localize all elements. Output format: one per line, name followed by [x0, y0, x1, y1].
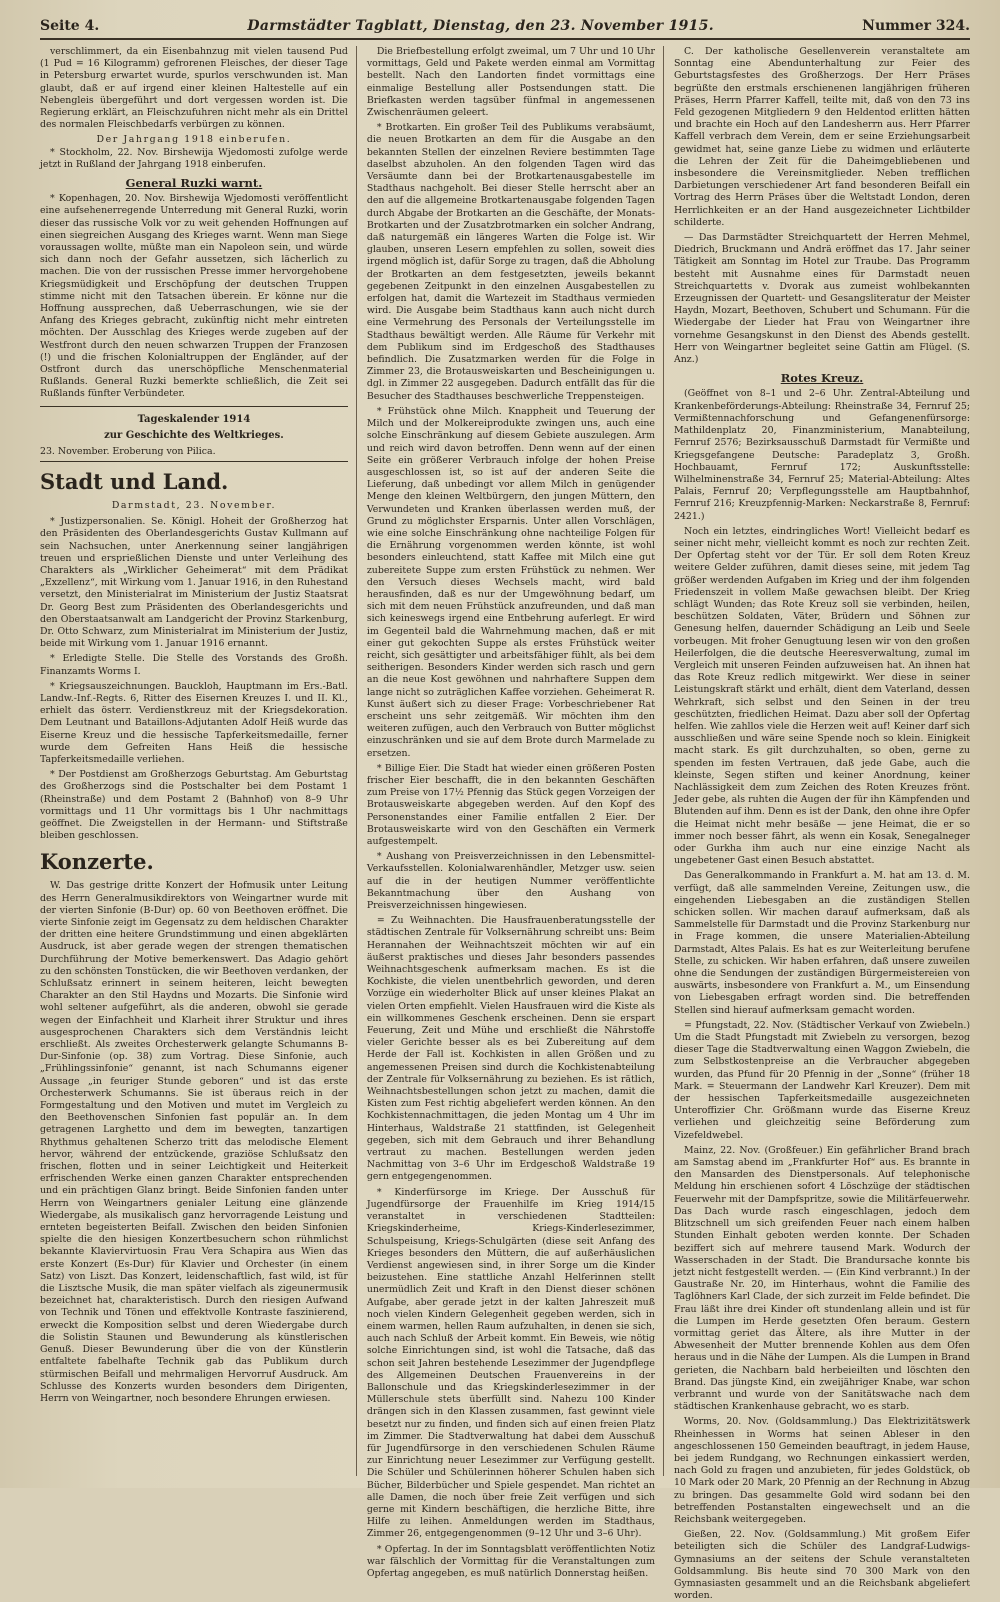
- article-paragraph: Das Generalkommando in Frankfurt a. M. hat am 13. d. M. verfügt, daß alle sammelnden Vereine, Zeitungen usw., die eingehenden Liebesgaben an die zuständigen Stellen schicken sollen. Wir machen darauf aufmerksam, daß als Sammelstelle für Darmstadt und die Provinz Starkenburg nur in Frage kommen, die unsere Materialien-Abteilung Darmstadt, Altes Palais. Es hat es zur Weiterleitung berufene Stelle, zu schicken. Wir haben erfahren, daß unsere zuweilen ohne die Sendungen der zuständigen Bürgermeistereien von auswärts, insbesondere von Frankfurt a. M., um Einsendung von Liebesgaben erfragt worden sind. Die betreffenden Stellen sind hierauf aufmerksam gemacht worden.: [673, 870, 970, 1016]
- article-paragraph: * Kopenhagen, 20. Nov. Birshewija Wjedomosti veröffentlicht eine aufsehenerregende Unterredung mit General Ruzki, worin dieser das russische Volk vor zu weit gehenden Hoffnungen auf einen siegreichen Ausgang des Krieges warnt. Wenn man Siege voraussagen wollte, müßte man ein Napoleon sein, und würde sich dann noch der Gefahr aussetzen, sich lächerlich zu machen. Die von der russischen Presse immer hervorgehobene Kriegsmüdigkeit und Erschöpfung der deutschen Truppen stimme nicht mit den Tatsachen überein. Er könne nur die Hoffnung aussprechen, daß Ueberraschungen, wie sie der Anfang des Krieges gebracht, zukünftig nicht mehr eintreten möchten. Der Ausschlag des Krieges werde zugeben auf der Westfront durch den neuen schwarzen Truppen der Franzosen (!) und die frischen Kolonialtruppen der Engländer, auf der Ostfront durch das unerschöpfliche Menschenmaterial Rußlands. General Ruzki bemerkte schließlich, die Zeit sei Rußlands fünfter Verbündeter.: [40, 193, 348, 400]
- article-paragraph: * Kinderfürsorge im Kriege. Der Ausschuß für Jugendfürsorge der Frauenhilfe im Krieg 1914/15 veranstaltet in verschiedenen Stadtteilen: Kriegskinderheime, Kriegs-Kinderlesezimmer, Schulspeisung, Kriegs-Schulgärten (diese seit Anfang des Krieges besonders den Müttern, die auf außerhäuslichen Verdienst angewiesen sind, in ihrer Sorge um die Kinder beizustehen. Eine stattliche Anzahl Helferinnen stellt unermüdlich Zeit und Kraft in den Dienst dieser schönen Aufgabe, aber gerade jetzt in der kalten Jahreszeit muß noch vielen Kindern Gelegenheit gegeben werden, sich in einem warmen, hellen Raum aufzuhalten, in denen sie sich, auch nach Schluß der Arbeit kommt. Ein Beweis, wie nötig solche Einrichtungen sind, ist wohl die Tatsache, daß das schon seit Jahren bestehende Lesezimmer der Jugendpflege des Allgemeinen Deutschen Frauenvereins in der Ballonschule und das Kriegskinderlesezimmer in der Müllerschule stets überfüllt sind. Nahezu 100 Kinder drängen sich in den Klassen zusammen, fast gewinnt viele besetzt nur zu finden, und finden sich auf einen freien Platz im Zimmer. Die Stadtverwaltung hat dabei dem Ausschuß für Jugendfürsorge in den verschiedenen Schulen Räume zur Einrichtung neuer Lesezimmer zur Verfügung gestellt. Die Schüler und Schülerinnen höherer Schulen haben sich Bücher, Bilderbücher und Spiele gespendet. Man richtet an alle Damen, die noch über freie Zeit verfügen und sich gerne mit Kindern beschäftigen, die herzliche Bitte, ihre Hilfe zu leihen. Anmeldungen werden im Stadthaus, Zimmer 26, entgegengenommen (9–12 Uhr und 3–6 Uhr).: [366, 1186, 655, 1540]
- headline-ruzki: General Ruzki warnt.: [125, 176, 263, 191]
- article-paragraph: * Billige Eier. Die Stadt hat wieder einen größeren Posten frischer Eier beschafft, die in den bekannten Geschäften zum Preise von 17½ Pfennig das Stück gegen Vorzeigen der Brotausweiskarte abgegeben werden. Auf den Kopf des Personenstandes einer Familie entfallen 2 Eier. Der Brotausweiskarte wird von den Geschäften ein Vermerk aufgestempelt.: [366, 762, 655, 847]
- calendar-entry: 23. November. Eroberung von Pilica.: [40, 445, 216, 457]
- article-paragraph: C. Der katholische Gesellenverein veranstaltete am Sonntag eine Abendunterhaltung zur Feier des Geburtstagsfestes des Großherzogs. Der Herr Präses begrüßte den erstmals erschienenen langjährigen früheren Präses, Herrn Pfarrer Kaffell, teilte mit, daß von den 73 ins Feld gezogenen Mitgliedern 9 den Heldentod erlitten hätten und brachte ein Hoch auf den Landesherrn aus. Herr Pfarrer Kaffell verbrach dem Verein, dem er seine Erziehungsarbeit gewidmet hat, seine ganze Liebe zu widmen und erläuterte die Lehren der Zeit für die Daheimgebliebenen und insbesondere die Vereinsmitglieder. Neben trefflichen Darbietungen verschiedener Art fand besonderen Beifall ein Vortrag des Herrn Präses über die Weltstadt London, deren Herrlichkeiten er an der Hand ausgezeichneter Lichtbilder schilderte.: [673, 46, 970, 228]
- column-middle: [366, 46, 664, 1579]
- article-paragraph: — Das Darmstädter Streichquartett der Herren Mehmel, Diedrich, Bruckmann und Andrä eröffnet das 17. Jahr seiner Tätigkeit am Sonntag im Hotel zur Traube. Das Programm besteht mit Ausnahme eines für Darmstadt neuen Streichquartetts v. Dvorak aus zumeist wohlbekannten Erzeugnissen der Quartett- und Gesangsliteratur der Meister Haydn, Mozart, Beethoven, Schubert und Schumann. Für die Wiedergabe der Lieder hat Frau von Weingartner ihre vornehme Gesangskunst in den Dienst des Abends gestellt. Herr von Weingartner begleitet seine Gattin am Flügel. (S. Anz.): [673, 232, 970, 366]
- article-paragraph: Noch ein letztes, eindringliches Wort! Vielleicht bedarf es seiner nicht mehr, vielleicht kommt es noch zur rechten Zeit. Der Opfertag steht vor der Tür. Er soll dem Roten Kreuz weitere Gelder zuführen, damit dieses seine, mit jedem Tag größer werdenden Aufgaben im Krieg und der ihm folgenden Friedenszeit in vollem Maße gewachsen bleibt. Der Krieg schlägt Wunden; das Rote Kreuz soll sie verbinden, heilen, beschützen Soldaten, Väter, Brüdern und Söhnen zur Genesung helfen, dauernder Schädigung an Leib und Seele vorbeugen. Mit froher Genugtuung lesen wir von den großen Heilerfolgen, die die deutsche Heeresverwaltung, zumal im Vergleich mit unseren Feinden aufzuweisen hat. An ihnen hat das Rote Kreuz redlich mitgewirkt. Wer diese in seiner Leistungskraft stärkt und erhält, dient dem Vaterland, dessen Wehrkraft, sich selbst und den Seinen in der treu geschützten, friedlichen Heimat. Dazu aber soll der Opfertag helfen. Wie zahllos viele die Herzen weit auf! Keiner darf sich ausschließen und wäre seine Spende noch so klein. Einigkeit macht stark. Es gilt durchzuhalten, so oben, gerne zu spenden im festen Vertrauen, daß jede Gabe, auch die kleinste, Segen stiften und keiner Anordnung, keiner Nachlässigkeit dem zum Zeichen des Roten Kreuzes frönt. Jeder gebe, als ruhten die Augen der für ihn Kämpfenden und Blutenden auf ihm. Denn es ist der Dank, den ohne ihre Opfer die Heimat nicht mehr besäße — jene Heimat, die er so immer noch besser fährt, als wenn ein Kosak, Senegalneger oder Gurkha ihm auch nur eine einzige Nacht als ungebetener Gast einen Besuch abstattet.: [673, 525, 970, 867]
- headline-rotes-kreuz: Rotes Kreuz.: [780, 371, 864, 386]
- column-right: [673, 46, 970, 1602]
- article-paragraph: * Frühstück ohne Milch. Knappheit und Teuerung der Milch und der Molkereiprodukte zwingen uns, auch eine solche Einschränkung auf diesem Gebiete auszulegen. Arm und reich wird davon betroffen. Denn wenn auf der einen Seite ein größerer Verbrauch infolge der hohen Preise ausgeschlossen ist, so ist auf der anderen Seite die Lieferung, daß unbedingt vor allem Milch in genügender Menge den kleinen Weltbürgern, den jungen Müttern, den Verwundeten und Kranken überlassen werden muß, der Grund zu möglichster Ersparnis. Unter allen Vorschlägen, wie eine solche Einschränkung ohne nachteilige Folgen für die Ernährung vorgenommen werden könnte, ist wohl besonders einleuchtend, statt Kaffee mit Milch eine gut zubereitete Suppe zum ersten Frühstück zu nehmen. Wer den Versuch dieses Wechsels macht, wird bald herausfinden, daß es nur der Umgewöhnung bedarf, um sich mit dem neuen Frühstück anzufreunden, und daß man sich keineswegs irgend eine Entbehrung auferlegt. Er wird im Gegenteil bald die Wahrnehmung machen, daß er mit einer gut gekochten Suppe als erstes Frühstück weiter reicht, sich gesättigter und arbeitsfähiger fühlt, als bei dem seitherigen. Besonders Kinder werden sich rasch und gern an die neue Kost gewöhnen und nahrhaftere Suppen dem lange nicht so zuträglichen Kaffee vorziehen. Geheimerat R. Kunst äußert sich zu dieser Frage: Vorbeschriebener Rat erscheint uns sehr zeitgemäß. Wir möchten ihm den weiteren zufügen, auch den Verbrauch von Butter möglichst einzuschränken und sie auf dem Brote durch Marmelade zu ersetzen.: [366, 405, 655, 759]
- article-paragraph: * Erledigte Stelle. Die Stelle des Vorstands des Großh. Finanzamts Worms I.: [40, 653, 348, 677]
- article-paragraph: (Geöffnet von 8–1 und 2–6 Uhr. Zentral-Abteilung und Krankenbeförderungs-Abteilung: Rheinstraße 34, Fernruf 25; Vermißtennachforschung und Gefangenenfürsorge: Mathildenplatz 20, Finanzministerium, Manabteilung, Fernruf 2576; Bezirksausschuß Darmstadt für Vermißte und Kriegsgefangene Deutsche: Paradeplatz 3, Großh. Hochbauamt, Fernruf 172; Auskunftsstelle: Wilhelminenstraße 34, Fernruf 25; Material-Abteilung: Altes Palais, Fernruf 20; Verpflegungsstelle am Hauptbahnhof, Fernruf 216; Kreuzpfennig-Marken: Neckarstraße 8, Fernruf: 2421.): [673, 388, 970, 522]
- columns: [40, 46, 970, 1602]
- dateline: Darmstadt, 23. November.: [111, 499, 277, 511]
- article-paragraph: verschlimmert, da ein Eisenbahnzug mit vielen tausend Pud (1 Pud = 16 Kilogramm) gefrorenen Fleisches, der dieser Tage in Petersburg erwartet wurde, spurlos verschwunden ist. Man glaubt, daß er auf irgend einer kleinen Haltestelle auf ein Nebengleis übergeführt und dort vergessen worden ist. Die Regierung erklärt, an Fleischzufuhren nicht mehr als ein Drittel des normalen Fleischbedarfs verbürgen zu können.: [40, 46, 348, 131]
- page-number: Seite 4.: [40, 18, 100, 34]
- article-paragraph: * Kriegsauszeichnungen. Bauckloh, Hauptmann im Ers.-Batl. Landw.-Inf.-Regts. 6, Ritter des Eisernen Kreuzes I. und II. Kl., erhielt das österr. Verdienstkreuz mit der Kriegsdekoration. Dem Leutnant und Bataillons-Adjutanten Adolf Heiß wurde das Eiserne Kreuz und die hessische Tapferkeitsmedaille, ferner wurde dem Gefreiten Hans Heiß die hessische Tapferkeitsmedaille verliehen.: [40, 680, 348, 765]
- article-paragraph: * Der Postdienst am Großherzogs Geburtstag. Am Geburtstag des Großherzogs sind die Postschalter bei dem Postamt 1 (Rheinstraße) und dem Postamt 2 (Bahnhof) von 8–9 Uhr vormittags und 11 Uhr vormittags bis 1 Uhr nachmittags geöffnet. Die Zweigstellen in der Hermann- und Stiftstraße bleiben geschlossen.: [40, 769, 348, 842]
- article-paragraph: = Pfungstadt, 22. Nov. (Städtischer Verkauf von Zwiebeln.) Um die Stadt Pfungstadt mit Zwiebeln zu versorgen, bezog dieser Tage die Stadtverwaltung einen Waggon Zwiebeln, die zum Selbstkostenpreise an die Verbraucher abgegeben wurden, das Pfund für 20 Pfennig in der „Sonne“ (früher 18 Mark. = Steuermann der Landwehr Karl Kreuzer). Dem mit der hessischen Tapferkeitsmedaille ausgezeichneten Unteroffizier Chr. Größmann wurde das Eiserne Kreuz verliehen und gleichzeitig seine Beförderung zum Vizefeldwebel.: [673, 1019, 970, 1141]
- page-header: [40, 18, 970, 40]
- calendar-title: Tageskalender 1914: [137, 413, 251, 425]
- calendar-box: [40, 406, 348, 462]
- section-title-konzerte: Konzerte.: [40, 849, 154, 875]
- article-paragraph: W. Das gestrige dritte Konzert der Hofmusik unter Leitung des Herrn Generalmusikdirektors von Weingartner wurde mit der vierten Sinfonie (B-Dur) op. 60 von Beethoven eröffnet. Die vierte Sinfonie zeigt im Gegensatz zu dem heldischen Charakter der dritten eine heitere Grundstimmung und einen abgeklärten Ausdruck, ist aber gerade wegen der strengen thematischen Durchführung der Motive bemerkenswert. Das Adagio gehört zu den schönsten Tonstücken, die wir Beethoven verdanken, der Schlußsatz erinnert in seinem heiteren, leicht bewegten Charakter an den Stil Haydns und Mozarts. Die Sinfonie wird wohl seltener aufgeführt, als die anderen, obwohl sie gerade wegen der Einfachheit und Klarheit ihrer Struktur und ihres ausgesprochenen Charakters sich dem Verständnis leicht erschließt. Als zweites Orchesterwerk gelangte Schumanns B-Dur-Sinfonie (op. 38) zum Vortrag. Diese Sinfonie, auch „Frühlingssinfonie“ genannt, ist nach Schumanns eigener Aussage „in feuriger Stunde geboren“ und ist das erste Orchesterwerk Schumanns. Sie ist überaus reich in der Formgestaltung und den Motiven und mutet im Vergleich zu den Beethovenschen Sinfonien fast populär an. In dem getragenen Larghetto und dem im bewegten, tanzartigen Rhythmus gehaltenen Scherzo tritt das melodische Element hervor, während der entzückende, graziöse Schlußsatz den frischen, flotten und in seiner Leichtigkeit und Heiterkeit erfrischenden Werke einen ganzen Charakter entsprechenden und ein prächtigen Glanz bringt. Beide Sinfonien fanden unter Herrn von Weingartners genialer Leitung eine glänzende Wiedergabe, als musikalisch ganz hervorragende Leistung und ernteten begeisterten Beifall. Zwischen den beiden Sinfonien spielte die den hiesigen Konzertbesuchern schon rühmlichst bekannte Klaviervirtuosin Frau Vera Schapira aus Wien das erste Konzert (Es-Dur) für Klavier und Orchester (in einem Satz) von Liszt. Das Konzert, leidenschaftlich, fast wild, ist für die Lisztsche Musik, die man später vielfach als zigeunermusik bezeichnet hat, charakteristisch. Durch den riesigen Aufwand von Technik und Tönen und effektvolle Kontraste faszinierend, erweckt die Komposition selbst und deren Wiedergabe durch die Solistin Staunen und Bewunderung als künstlerischen Genuß. Dieser Bewunderung über die von der Künstlerin entfaltete fabelhafte Technik gab das Publikum durch stürmischen Beifall und mehrmaligen Hervorruf Ausdruck. Am Schlusse des Konzerts wurden besonders dem Dirigenten, Herrn von Weingartner, noch besondere Ehrungen erwiesen.: [40, 880, 348, 1404]
- article-paragraph: Gießen, 22. Nov. (Goldsammlung.) Mit großem Eifer beteiligten sich die Schüler des Landgraf-Ludwigs-Gymnasiums an der seitens der Schule veranstalteten Goldsammlung. Bis heute sind 70 300 Mark von den Gymnasiasten gesammelt und an die Reichsbank abgeliefert worden.: [673, 1529, 970, 1602]
- issue-number: Nummer 324.: [862, 18, 970, 34]
- article-paragraph: * Justizpersonalien. Se. Königl. Hoheit der Großherzog hat den Präsidenten des Oberlandesgerichts Gustav Kullmann auf sein Nachsuchen, unter Anerkennung seiner langjährigen treuen und ersprießlichen Dienste und unter Verleihung des Charakters als „Wirklicher Geheimerat“ mit dem Prädikat „Exzellenz“, mit Wirkung vom 1. Januar 1916, in den Ruhestand versetzt, den Ministerialrat im Ministerium der Justiz Staatsrat Dr. Georg Best zum Präsidenten des Oberlandesgerichts und den Oberstaatsanwalt am Landgericht der Provinz Starkenburg, Dr. Otto Schwarz, zum Ministerialrat im Ministerium der Justiz, beide mit Wirkung vom 1. Januar 1916 ernannt.: [40, 516, 348, 650]
- calendar-subtitle: zur Geschichte des Weltkrieges.: [104, 429, 284, 441]
- subheading: Der Jahrgang 1918 einberufen.: [96, 134, 292, 146]
- article-paragraph: Worms, 20. Nov. (Goldsammlung.) Das Elektrizitätswerk Rheinhessen in Worms hat seinen Ableser in den angeschlossenen 150 Gemeinden beauftragt, in jedem Hause, bei jedem Rundgang, wo Rechnungen einkassiert werden, nach Gold zu fragen und anzubieten, für jedes Goldstück, ob 10 Mark oder 20 Mark, 20 Pfennig an der Rechnung in Abzug zu bringen. Das gesammelte Gold wird sodann bei den betreffenden Postanstalten eingewechselt und an die Reichsbank weitergegeben.: [673, 1416, 970, 1525]
- article-paragraph: * Stockholm, 22. Nov. Birshewija Wjedomosti zufolge werde jetzt in Rußland der Jahrgang 1918 einberufen.: [40, 146, 348, 170]
- article-paragraph: Mainz, 22. Nov. (Großfeuer.) Ein gefährlicher Brand brach am Samstag abend im „Frankfurter Hof“ aus. Es brannte in den Mansarden des Dienstpersonals. Auf telephonische Meldung hin erschienen sofort 4 Löschzüge der städtischen Feuerwehr mit der Dampfspritze, sowie die Militärfeuerwehr. Das Dach wurde rasch eingeschlagen, jedoch dem Blitzschnell um sich greifenden Feuer nach einem halben Stunden Einhalt geboten werden konnte. Der Schaden beziffert sich auf mehrere tausend Mark. Wodurch der Wasserschaden in der Stadt. Die Brandursache konnte bis jetzt nicht festgestellt werden. — (Ein Kind verbrannt.) In der Gaustraße Nr. 20, im Hinterhaus, wohnt die Familie des Taglöhners Karl Clade, der sich zurzeit im Felde befindet. Die Frau läßt ihre drei Kinder oft stundenlang allein und ist für die Lumpen im Herde gesetzten Ofen beraum. Gestern vormittag geriet das Ältere, als ihre Mutter in der Abwesenheit der Mutter brennende Kohlen aus dem Ofen heraus und in die Nähe der Lumpen. Als die Lumpen in Brand gerieten, die Nachbarn bald herbeieilten und löschten den Brand. Das jüngste Kind, ein zweijähriger Knabe, war schon verbrannt und wurde von der Sanitätswache nach dem städtischen Krankenhause gebracht, wo es starb.: [673, 1144, 970, 1413]
- article-paragraph: = Zu Weihnachten. Die Hausfrauenberatungsstelle der städtischen Zentrale für Volksernährung schreibt uns: Beim Herannahen der Weihnachtszeit möchten wir auf ein äußerst praktisches und dieses Jahr besonders passendes Weihnachtsgeschenk aufmerksam machen. Es ist die Kochkiste, die vielen unentbehrlich geworden, und deren Vorzüge ein wiederholter Blick auf unser kleines Plakat an vielen Orten empfiehlt. Vielen Hausfrauen wird die Kiste als ein willkommenes Geschenk erscheinen. Denn sie erspart Feuerung, Zeit und Mühe und erschließt die Nährstoffe vieler Gerichte besser als es bei Zubereitung auf dem Herde der Fall ist. Kochkisten in allen Größen und zu angemessenen Preisen sind durch die Kochkistenabteilung der Zentrale für Volksernährung zu beziehen. Es ist rätlich, Weihnachtsbestellungen schon jetzt zu machen, damit die Kisten zum Fest richtig abgeliefert werden können. An den Kochkistennachmittagen, die jeden Montag um 4 Uhr im Hinterhaus, Waldstraße 21 stattfinden, ist Gelegenheit gegeben, sich mit dem Gebrauch und ihrer Behandlung vertraut zu machen. Bestellungen werden jeden Nachmittag von 3–6 Uhr im Erdgeschoß Waldstraße 19 gern entgegengenommen.: [366, 915, 655, 1183]
- article-paragraph: * Brotkarten. Ein großer Teil des Publikums verabsäumt, die neuen Brotkarten an dem für die Ausgabe an den bekannten Stellen der einzelnen Reviere bestimmten Tage daselbst abzuholen. An den folgenden Tagen wird das Versäumte dann bei der Brotkartenausgabestelle im Stadthaus nachgeholt. Bei dieser Stelle herrscht aber an den auf die allgemeine Brotkartenausgabe folgenden Tagen durch Abgabe der Brotkarten an die Geschäfte, der Monats-Brotkarten und der Zusatzbrotmarken ein solcher Andrang, daß naturgemäß ein längeres Warten die Folge ist. Wir glauben, unseren Lesern empfehlen zu sollen, soweit dies irgend möglich ist, dafür Sorge zu tragen, daß die Abholung der Brotkarten an dem festgesetzten, jeweils bekannt gegebenen Zeitpunkt in den einzelnen Ausgabestellen zu erfolgen hat, damit die Wartezeit im Stadthaus vermieden wird. Die Ausgabe beim Stadthaus kann auch nicht durch eine Vermehrung des Personals der Verteilungsstelle im Stadthaus bewältigt werden. Alle Räume für Verkehr mit dem Publikum sind im Erdgeschoß des Stadthauses befindlich. Die Zusatzmarken werden für die Folge in Zimmer 23, die Brotausweiskarten und Bescheinigungen u. dgl. in Zimmer 22 ausgegeben. Dadurch entfällt das für die Besucher des Stadthauses beschwerliche Treppensteigen.: [366, 122, 655, 402]
- article-paragraph: * Opfertag. In der im Sonntagsblatt veröffentlichten Notiz war fälschlich der Vormittag für die Veranstaltungen zum Opfertag angegeben, es muß natürlich Donnerstag heißen.: [366, 1543, 655, 1579]
- article-paragraph: Die Briefbestellung erfolgt zweimal, um 7 Uhr und 10 Uhr vormittags, Geld und Pakete werden einmal am Vormittag bestellt. Nach den Landorten findet vormittags eine einmalige Bestellung aller Postsendungen statt. Die Briefkasten werden tagsüber fünfmal in angemessenen Zwischenräumen geleert.: [366, 46, 655, 119]
- section-title-stadt: Stadt und Land.: [40, 468, 229, 494]
- newspaper-title-date: Darmstädter Tagblatt, Dienstag, den 23. November 1915.: [247, 18, 714, 34]
- article-paragraph: * Aushang von Preisverzeichnissen in den Lebensmittel-Verkaufsstellen. Kolonialwarenhändler, Metzger usw. seien auf die in der heutigen Nummer veröffentlichte Bekanntmachung über den Aushang von Preisverzeichnissen hingewiesen.: [366, 851, 655, 912]
- column-left: [40, 46, 357, 1476]
